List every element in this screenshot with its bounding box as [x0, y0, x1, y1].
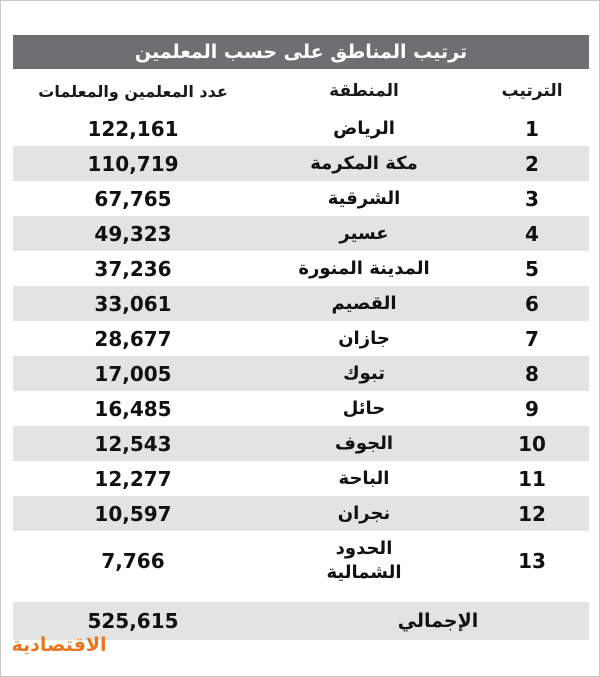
row-region: المدينة المنورة	[298, 258, 430, 279]
row-rank: 7	[525, 326, 539, 351]
total-label: الإجمالي	[397, 610, 479, 632]
table-body	[13, 111, 589, 591]
row-count: 37,236	[94, 256, 172, 281]
row-rank: 4	[525, 221, 539, 246]
row-rank: 11	[518, 466, 546, 491]
row-rank: 13	[518, 549, 546, 573]
row-rank: 1	[525, 116, 539, 141]
table-row	[13, 251, 589, 286]
row-count: 17,005	[94, 361, 172, 386]
table-row	[13, 461, 589, 496]
table-row	[13, 286, 589, 321]
row-region: الشرقية	[327, 188, 401, 209]
row-region: تبوك	[343, 363, 385, 384]
header-region: المنطقة	[329, 81, 399, 101]
row-count: 49,323	[94, 221, 172, 246]
header-rank: الترتيب	[501, 81, 563, 101]
row-rank: 5	[525, 256, 539, 281]
header-row	[13, 71, 589, 111]
table-row	[13, 181, 589, 216]
row-region: الرياض	[333, 118, 395, 139]
row-rank: 2	[525, 151, 539, 176]
table-row	[13, 216, 589, 251]
row-region: عسير	[339, 223, 389, 244]
row-count: 10,597	[94, 501, 172, 526]
publisher-logo: الاقتصادية	[11, 634, 107, 656]
table-row	[13, 426, 589, 461]
row-count: 110,719	[87, 151, 179, 176]
row-rank: 6	[525, 291, 539, 316]
row-count: 12,277	[94, 466, 172, 491]
row-region: الجوف	[334, 433, 394, 454]
row-region: الباحة	[338, 468, 390, 489]
table-row	[13, 321, 589, 356]
row-region-line: الحدود	[335, 538, 393, 559]
row-rank: 12	[518, 501, 546, 526]
row-count: 67,765	[94, 186, 172, 211]
row-region: جازان	[338, 328, 390, 349]
header-count: عدد المعلمين والمعلمات	[38, 81, 228, 101]
table-row	[13, 531, 589, 591]
row-region-line: الشمالية	[326, 562, 402, 583]
table-title: ترتيب المناطق على حسب المعلمين	[13, 35, 589, 69]
row-count: 7,766	[101, 549, 165, 573]
row-region: القصيم	[331, 293, 397, 314]
table-row	[13, 356, 589, 391]
row-count: 12,543	[94, 431, 172, 456]
row-count: 122,161	[87, 116, 179, 141]
row-region: حائل	[342, 398, 386, 419]
row-region: نجران	[337, 503, 391, 524]
table-row	[13, 146, 589, 181]
row-rank: 8	[525, 361, 539, 386]
table-row	[13, 496, 589, 531]
row-count: 28,677	[94, 326, 172, 351]
row-rank: 3	[525, 186, 539, 211]
total-count: 525,615	[87, 609, 179, 633]
table-row	[13, 391, 589, 426]
row-region: مكة المكرمة	[310, 153, 418, 174]
row-count: 33,061	[94, 291, 172, 316]
row-region	[253, 531, 475, 591]
row-rank: 9	[525, 396, 539, 421]
row-rank: 10	[518, 431, 546, 456]
row-count: 16,485	[94, 396, 172, 421]
table-row	[13, 111, 589, 146]
